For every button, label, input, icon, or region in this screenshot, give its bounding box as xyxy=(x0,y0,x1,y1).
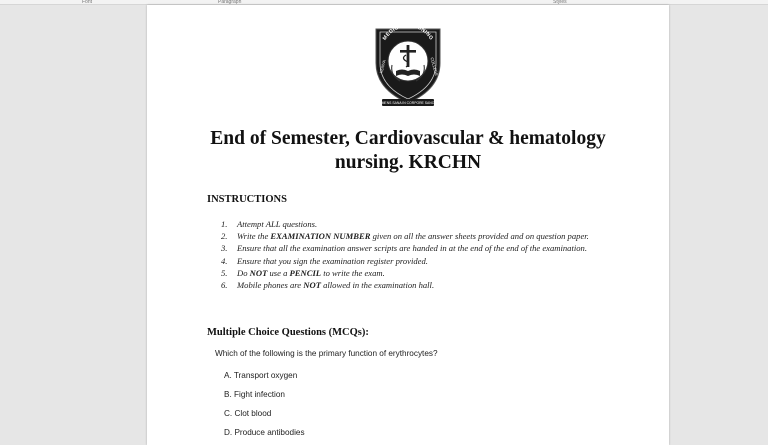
instruction-item xyxy=(209,255,609,267)
question-text: Which of the following is the primary function of erythrocytes? xyxy=(215,349,438,358)
logo-left-text: KENYA xyxy=(378,59,387,74)
ribbon-group-font[interactable]: Font xyxy=(82,0,93,5)
instruction-text: allowed in the examination hall. xyxy=(320,280,435,291)
instruction-number: 4. xyxy=(221,255,228,266)
instruction-number: 5. xyxy=(221,267,228,278)
instruction-number: 1. xyxy=(221,219,228,229)
instruction-text: Ensure that you sign the examination register provided. xyxy=(237,255,428,266)
instruction-text: use a xyxy=(267,267,290,278)
logo-right-text: COLLEGE xyxy=(429,56,440,77)
document-page[interactable] xyxy=(147,5,669,445)
title-line-1: End of Semester, Cardiovascular & hematology xyxy=(210,128,606,149)
instruction-emphasis: EXAMINATION NUMBER xyxy=(270,231,371,242)
instruction-text: to write the exam. xyxy=(321,267,385,278)
option-b: B. Fight infection xyxy=(224,390,285,399)
logo-motto: MENS SANA IN CORPORE SANO xyxy=(381,101,435,106)
instruction-text: given on all the answer sheets provided and on question paper. xyxy=(370,231,589,242)
instruction-item xyxy=(209,279,609,291)
ribbon-group-styles[interactable]: Styles xyxy=(553,0,567,5)
logo-ring-text: MEDICAL TRAINING xyxy=(381,22,435,42)
instruction-text: Attempt ALL questions. xyxy=(237,219,318,229)
instruction-number: 3. xyxy=(221,243,228,254)
instruction-item xyxy=(209,242,609,254)
instruction-emphasis: NOT xyxy=(303,280,321,291)
option-c: C. Clot blood xyxy=(224,409,272,418)
instruction-text: Ensure that all the examination answer scripts are handed in at the end of the end of the examination. xyxy=(237,243,587,254)
option-d: D. Produce antibodies xyxy=(224,428,305,437)
option-a: A. Transport oxygen xyxy=(224,371,298,380)
instruction-number: 2. xyxy=(221,231,228,242)
ribbon-group-paragraph[interactable]: Paragraph xyxy=(218,0,242,5)
instruction-emphasis: PENCIL xyxy=(289,267,322,278)
instruction-item xyxy=(209,218,609,230)
instructions-heading: INSTRUCTIONS xyxy=(207,194,287,205)
instruction-text: Mobile phones are xyxy=(237,280,304,291)
instruction-text: Do xyxy=(237,267,250,278)
college-logo xyxy=(370,19,446,109)
document-title xyxy=(187,127,629,175)
instructions-list xyxy=(209,218,609,291)
instruction-emphasis: NOT xyxy=(249,267,268,278)
title-line-2: nursing. KRCHN xyxy=(334,152,482,173)
instruction-number: 6. xyxy=(221,280,228,291)
instruction-text: Write the xyxy=(237,231,271,242)
instruction-item xyxy=(209,267,609,279)
mcq-heading: Multiple Choice Questions (MCQs): xyxy=(207,327,369,338)
instruction-item xyxy=(209,230,609,242)
